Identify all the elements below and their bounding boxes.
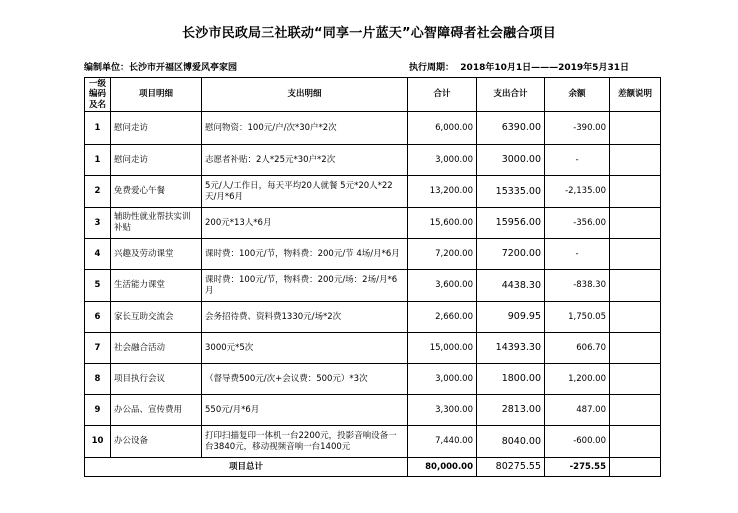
header-code: 一级编码及名 (85, 78, 111, 112)
row-item: 慰问走访 (111, 112, 202, 145)
row-code: 7 (85, 333, 111, 364)
row-code: 4 (85, 239, 111, 270)
row-balance: 1,750.05 (545, 302, 610, 333)
row-detail: 会务招待费、资料费1330元/场*2次 (202, 302, 408, 333)
table-row (85, 208, 661, 239)
period-label: 执行周期： (409, 63, 455, 73)
row-code: 8 (85, 364, 111, 395)
row-variance (610, 112, 661, 145)
row-spent: 909.95 (477, 302, 545, 333)
row-detail: 3000元*5次 (202, 333, 408, 364)
table-row (85, 176, 661, 208)
row-spent: 8040.00 (477, 426, 545, 458)
total-balance: -275.55 (545, 458, 610, 477)
table-row (85, 239, 661, 270)
row-item: 辅助性就业帮扶实训补贴 (111, 208, 202, 239)
row-total: 15,600.00 (408, 208, 477, 239)
header-balance: 余额 (545, 78, 610, 112)
header-variance: 差额说明 (610, 78, 661, 112)
row-spent: 3000.00 (477, 145, 545, 176)
row-code: 6 (85, 302, 111, 333)
period-info (409, 60, 629, 73)
total-spent: 80275.55 (477, 458, 545, 477)
total-amount: 80,000.00 (408, 458, 477, 477)
row-code: 1 (85, 145, 111, 176)
row-balance: 487.00 (545, 395, 610, 426)
row-spent: 7200.00 (477, 239, 545, 270)
row-code: 3 (85, 208, 111, 239)
page-title: 长沙市民政局三社联动“同享一片蓝天”心智障碍者社会融合项目 (182, 26, 556, 41)
period-value: 2018年10月1日———2019年5月31日 (460, 63, 629, 73)
row-code: 2 (85, 176, 111, 208)
row-detail: （督导费500元/次+会议费：500元）*3次 (202, 364, 408, 395)
row-item: 免费爱心午餐 (111, 176, 202, 208)
row-balance: - (545, 145, 610, 176)
row-variance (610, 208, 661, 239)
row-detail: 550元/月*6月 (202, 395, 408, 426)
row-detail: 打印扫描复印一体机一台2200元，投影音响设备一台3840元，移动视频音响一台1400元 (202, 426, 408, 458)
row-balance: - (545, 239, 610, 270)
row-variance (610, 176, 661, 208)
row-code: 9 (85, 395, 111, 426)
row-balance: -390.00 (545, 112, 610, 145)
row-variance (610, 145, 661, 176)
row-item: 项目执行会议 (111, 364, 202, 395)
table-row (85, 395, 661, 426)
org-value: 长沙市开福区博爱风亭家园 (129, 63, 238, 73)
table-row (85, 112, 661, 145)
total-row (85, 458, 661, 477)
row-detail: 志愿者补贴：2人*25元*30户*2次 (202, 145, 408, 176)
row-spent: 14393.30 (477, 333, 545, 364)
row-detail: 200元*13人*6月 (202, 208, 408, 239)
row-variance (610, 426, 661, 458)
header-row (85, 78, 661, 112)
table-row (85, 364, 661, 395)
row-detail: 慰问物资：100元/户/次*30户*2次 (202, 112, 408, 145)
row-spent: 1800.00 (477, 364, 545, 395)
total-variance (610, 458, 661, 477)
row-total: 3,000.00 (408, 145, 477, 176)
org-info (84, 60, 237, 73)
row-code: 10 (85, 426, 111, 458)
row-spent: 15956.00 (477, 208, 545, 239)
header-item: 项目明细 (111, 78, 202, 112)
row-total: 3,000.00 (408, 364, 477, 395)
table-row (85, 426, 661, 458)
row-code: 1 (85, 112, 111, 145)
row-item: 办公设备 (111, 426, 202, 458)
row-variance (610, 333, 661, 364)
table-row (85, 145, 661, 176)
row-total: 3,300.00 (408, 395, 477, 426)
row-spent: 4438.30 (477, 270, 545, 302)
row-variance (610, 395, 661, 426)
row-variance (610, 364, 661, 395)
row-variance (610, 302, 661, 333)
row-balance: -600.00 (545, 426, 610, 458)
row-variance (610, 239, 661, 270)
row-total: 13,200.00 (408, 176, 477, 208)
row-detail: 课时费：100元/节，物料费：200元/场：2场/月*6月 (202, 270, 408, 302)
table-row (85, 302, 661, 333)
row-detail: 5元/人/工作日，每天平均20人就餐 5元*20人*22天/月*6月 (202, 176, 408, 208)
row-total: 6,000.00 (408, 112, 477, 145)
total-label: 项目总计 (85, 458, 408, 477)
row-item: 家长互助交流会 (111, 302, 202, 333)
row-item: 办公品、宣传费用 (111, 395, 202, 426)
row-balance: -356.00 (545, 208, 610, 239)
header-total: 合计 (408, 78, 477, 112)
org-label: 编制单位： (84, 63, 130, 73)
row-item: 兴趣及劳动课堂 (111, 239, 202, 270)
row-detail: 课时费：100元/节，物料费：200元/节 4场/月*6月 (202, 239, 408, 270)
row-balance: -2,135.00 (545, 176, 610, 208)
budget-table (84, 77, 661, 477)
row-total: 3,600.00 (408, 270, 477, 302)
row-code: 5 (85, 270, 111, 302)
header-detail: 支出明细 (202, 78, 408, 112)
table-row (85, 333, 661, 364)
row-total: 2,660.00 (408, 302, 477, 333)
table-row (85, 270, 661, 302)
row-spent: 6390.00 (477, 112, 545, 145)
row-total: 7,200.00 (408, 239, 477, 270)
row-balance: 1,200.00 (545, 364, 610, 395)
row-item: 慰问走访 (111, 145, 202, 176)
row-total: 15,000.00 (408, 333, 477, 364)
row-balance: 606.70 (545, 333, 610, 364)
row-item: 社会融合活动 (111, 333, 202, 364)
header-spent: 支出合计 (477, 78, 545, 112)
row-balance: -838.30 (545, 270, 610, 302)
row-spent: 15335.00 (477, 176, 545, 208)
row-variance (610, 270, 661, 302)
row-spent: 2813.00 (477, 395, 545, 426)
row-total: 7,440.00 (408, 426, 477, 458)
row-item: 生活能力课堂 (111, 270, 202, 302)
